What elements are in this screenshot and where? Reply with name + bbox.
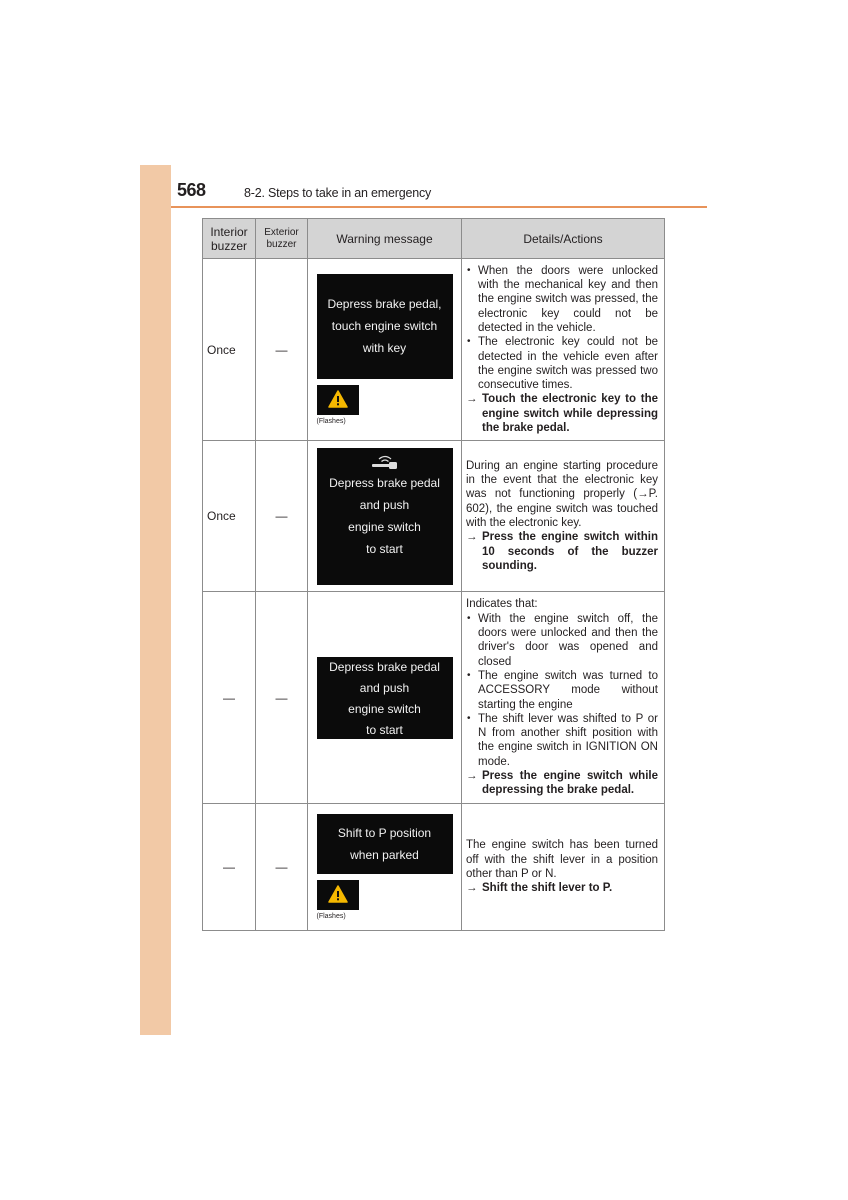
details-actions-cell <box>462 804 665 931</box>
message-line: Depress brake pedal, <box>327 297 442 311</box>
column-header-warning-message: Warning message <box>308 219 462 259</box>
action-text: Shift the shift lever to P. <box>482 882 613 895</box>
message-line: to start <box>366 722 403 737</box>
column-header-exterior-buzzer: Exterior buzzer <box>256 219 308 259</box>
action-instruction <box>466 530 658 573</box>
electronic-key-icon <box>370 454 400 470</box>
interior-buzzer-cell: — <box>203 804 256 931</box>
warning-message-cell <box>308 804 462 931</box>
action-instruction <box>466 769 658 798</box>
section-title: 8-2. Steps to take in an emergency <box>244 186 432 200</box>
detail-bullet: • The shift lever was shifted to P or N from another shift position with the engine switch in IGNITION ON mode. <box>466 712 658 769</box>
arrow-icon: → <box>466 393 478 406</box>
exterior-buzzer-cell: — <box>256 804 308 931</box>
warning-message-cell <box>308 592 462 804</box>
message-line: engine switch <box>348 701 421 716</box>
arrow-icon: → <box>466 531 478 544</box>
action-text: Press the engine switch while depressing the brake pedal. <box>482 769 658 797</box>
warning-message-cell <box>308 441 462 592</box>
warning-triangle-icon <box>317 385 359 415</box>
chapter-side-tab <box>140 165 171 1035</box>
table-row <box>203 592 665 804</box>
arrow-icon: → <box>466 769 478 782</box>
interior-buzzer-cell: Once <box>203 441 256 592</box>
action-instruction <box>466 392 658 435</box>
message-line: when parked <box>350 848 419 862</box>
interior-buzzer-cell: — <box>203 592 256 804</box>
page-number: 568 <box>177 180 206 200</box>
detail-text: Indicates that: <box>466 598 538 611</box>
warning-triangle-icon <box>317 880 359 910</box>
message-line: Shift to P position <box>337 826 432 840</box>
warning-message-table <box>202 218 665 931</box>
action-text: Touch the electronic key to the engine switch while depressing the brake pedal. <box>482 393 658 434</box>
column-header-interior-buzzer: Interior buzzer <box>203 219 256 259</box>
message-line: Depress brake pedal <box>329 475 440 490</box>
interior-buzzer-cell: Once <box>203 259 256 441</box>
message-line: Depress brake pedal <box>329 659 440 674</box>
details-actions-cell <box>462 441 665 592</box>
message-line: touch engine switch <box>331 319 438 333</box>
page-header <box>171 178 707 208</box>
warning-message-cell <box>308 259 462 441</box>
warning-indicator <box>317 385 453 425</box>
message-line: and push <box>359 497 410 512</box>
exterior-buzzer-cell: — <box>256 259 308 441</box>
action-instruction <box>466 881 658 895</box>
detail-text: The engine switch has been turned off with the shift lever in a position other than P or N. <box>466 839 658 880</box>
display-screen <box>317 657 453 739</box>
message-line: engine switch <box>348 519 421 534</box>
table-row <box>203 441 665 592</box>
flashes-label: (Flashes) <box>316 418 346 425</box>
message-line: and push <box>359 680 410 695</box>
details-actions-cell <box>462 259 665 441</box>
column-header-details-actions: Details/Actions <box>462 219 665 259</box>
exterior-buzzer-cell: — <box>256 592 308 804</box>
action-text: Press the engine switch within 10 seconds of the buzzer sounding. <box>482 531 658 572</box>
display-screen <box>317 814 453 874</box>
detail-bullet: • The engine switch was turned to ACCESSORY mode without starting the engine <box>466 669 658 712</box>
details-actions-cell <box>462 592 665 804</box>
table-row <box>203 804 665 931</box>
flashes-label: (Flashes) <box>316 913 346 920</box>
detail-text: During an engine starting procedure in the event that the electronic key was not functioning properly (→P. 602), the engine switch was touched with the electronic key. <box>466 459 658 529</box>
display-screen <box>317 448 453 585</box>
detail-bullet: • When the doors were unlocked with the mechanical key and then the engine switch was pressed, the electronic key could not be detected in the vehicle. <box>466 264 658 335</box>
table-row <box>203 259 665 441</box>
exterior-buzzer-cell: — <box>256 441 308 592</box>
message-line: with key <box>362 341 407 355</box>
warning-indicator <box>317 880 453 920</box>
arrow-icon: → <box>466 882 478 895</box>
table-header-row <box>203 219 665 259</box>
detail-bullet: • With the engine switch off, the doors were unlocked and then the driver's door was opened and closed <box>466 612 658 669</box>
display-screen <box>317 274 453 379</box>
detail-bullet: • The electronic key could not be detected in the vehicle even after the engine switch was pressed two consecutive times. <box>466 335 658 392</box>
message-line: to start <box>366 541 403 556</box>
